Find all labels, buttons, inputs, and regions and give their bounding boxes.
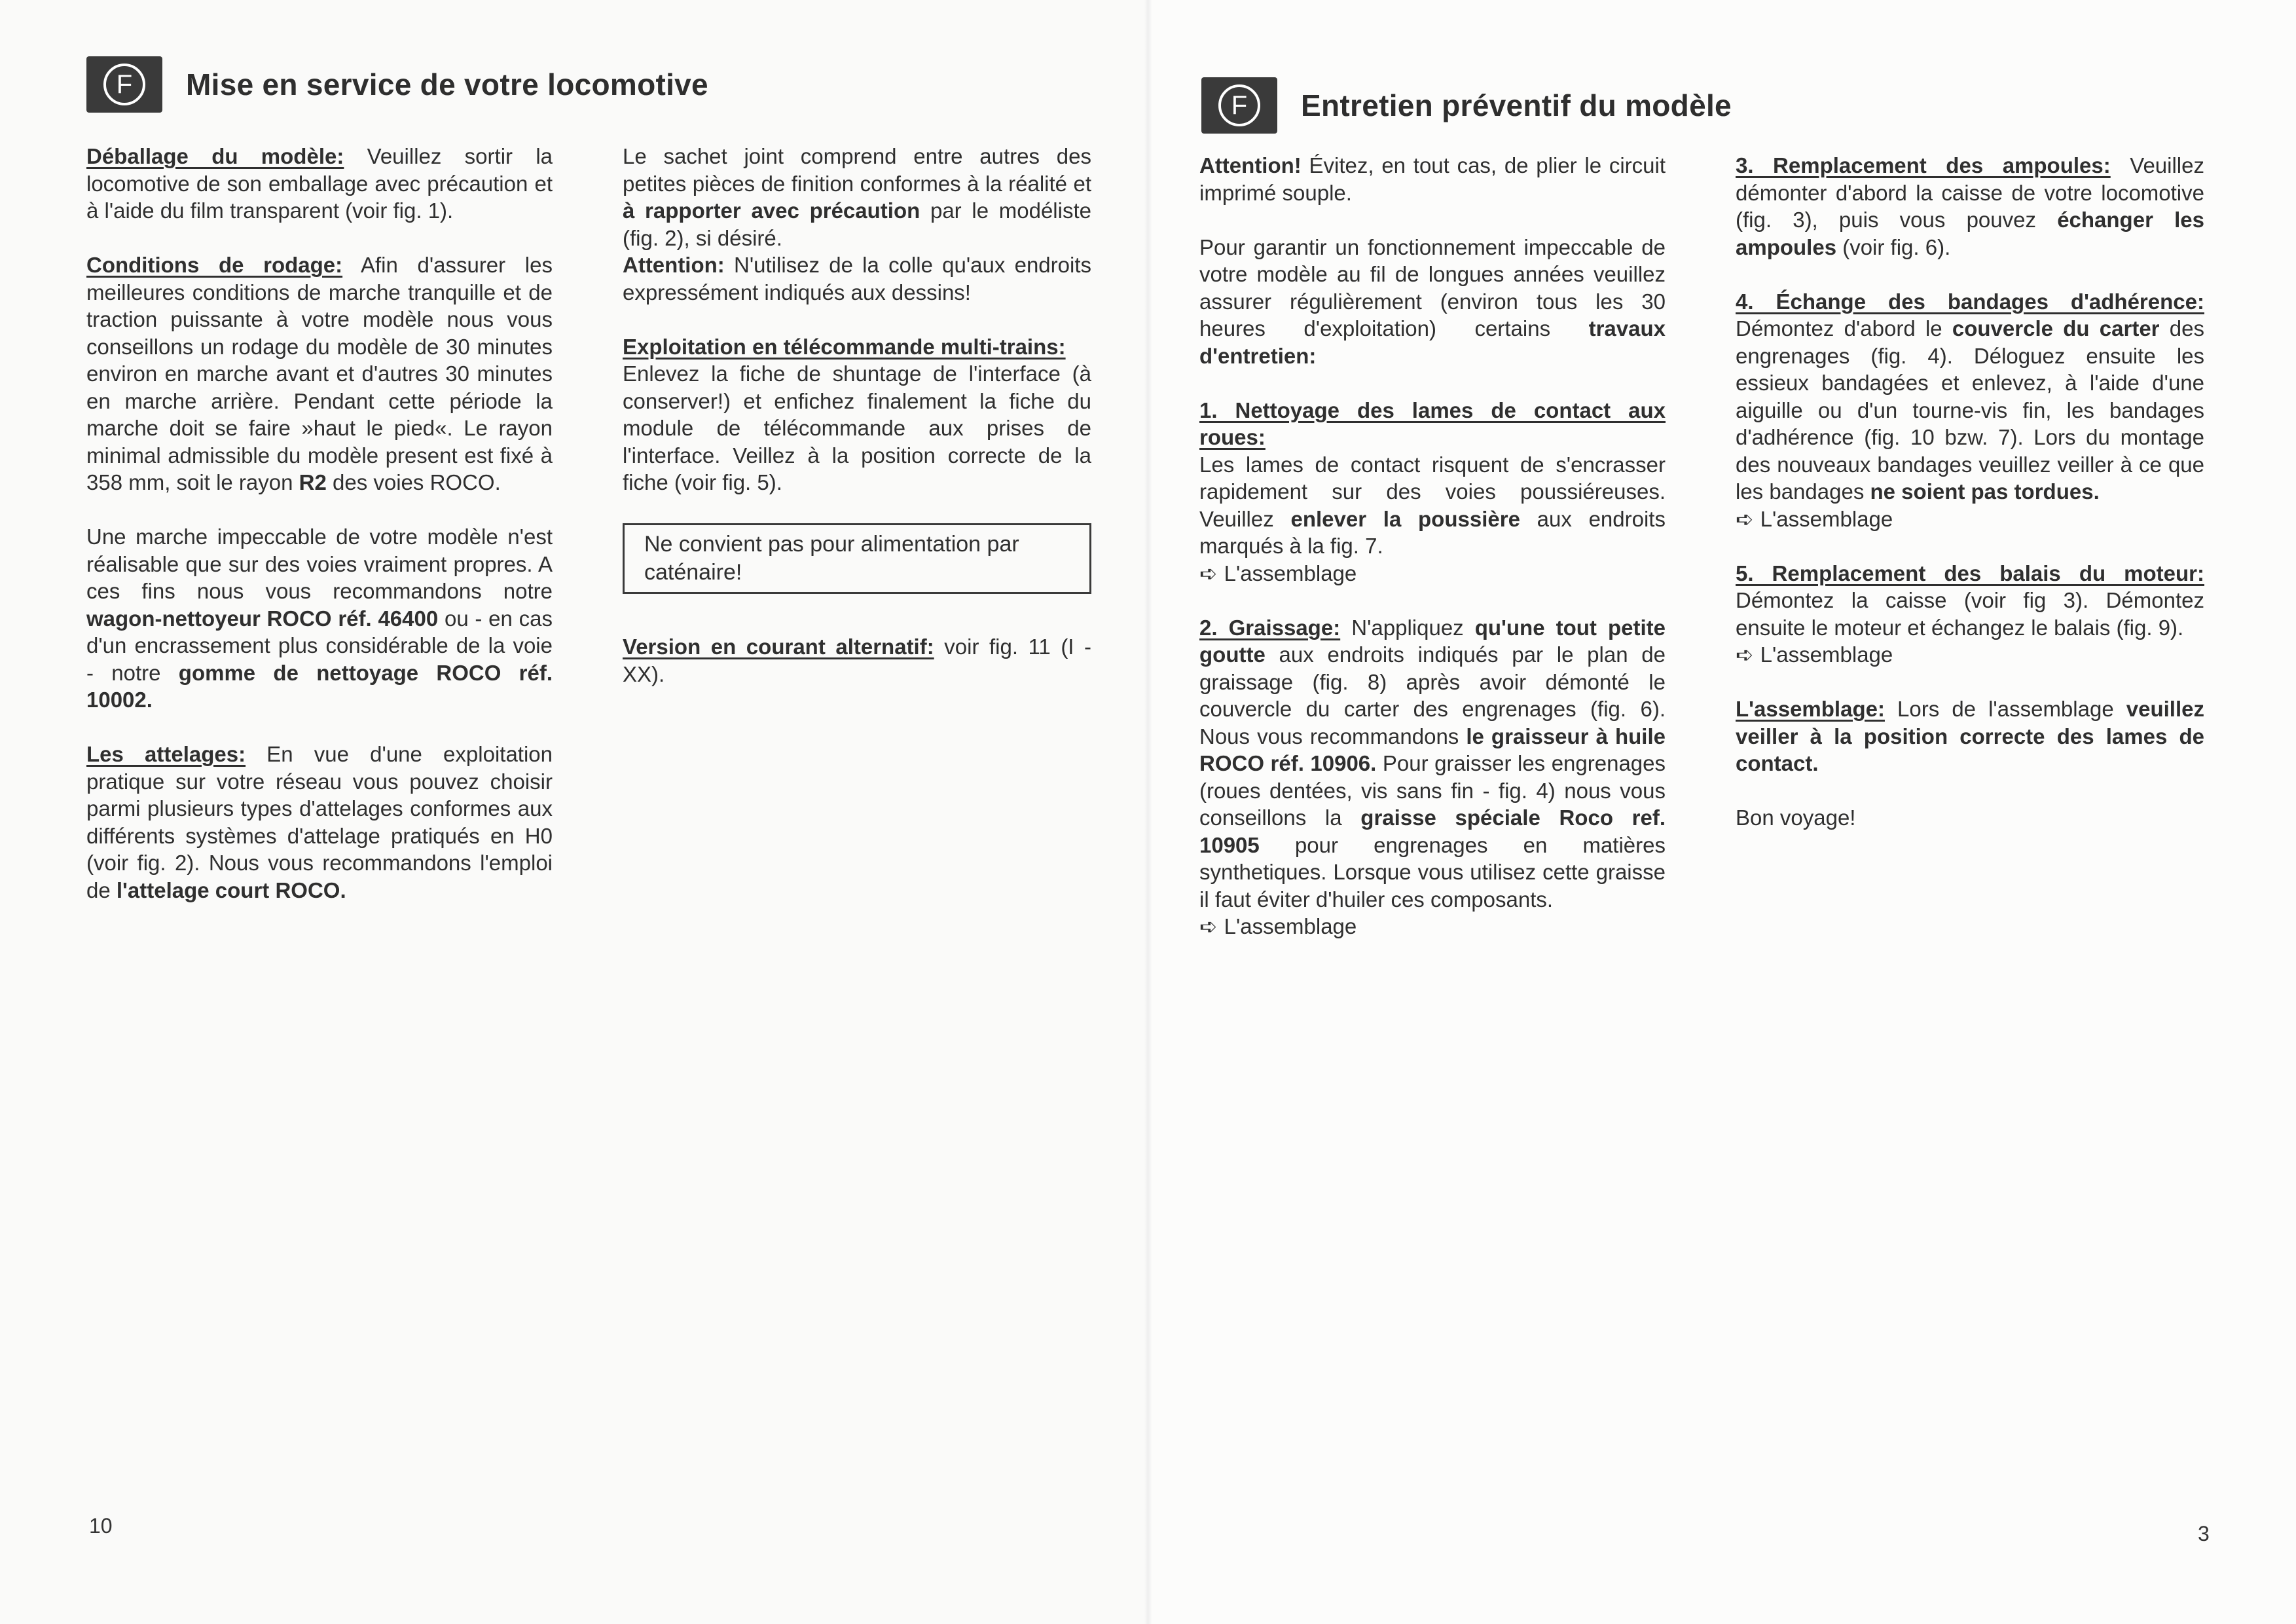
right-page-number: 3 (2198, 1522, 2210, 1545)
paragraph-nettoyage-lames: 1. Nettoyage des lames de contact aux roues: Les lames de contact risquent de s'encrasser rapidement sur des voies poussiéreuses. Veuillez enlever la poussière aux endroits marqués à la fig. 7. ➪ L'assemblage (1199, 397, 1666, 587)
language-badge-letter: F (103, 64, 145, 105)
arrow-icon: ➪ (1736, 506, 1754, 531)
paragraph-assemblage: L'assemblage: Lors de l'assemblage veuillez veiller à la position correcte des lames de contact. (1736, 697, 2204, 775)
paragraph-bandages: 4. Échange des bandages d'adhérence: Démontez d'abord le couvercle du carter des engrenages (fig. 4). Déloguez ensuite les essieux bandagées et enlevez, à l'aide d'une aiguille ou d'un tourne-vis fin, les bandages d'adhérence (fig. 10 bzw. 7). Lors du montage des nouveaux bandages veuillez veiller à ce que les bandages ne soient pas tordues. ➪ L'assemblage (1736, 288, 2204, 533)
paragraph-deballage: Déballage du modèle: Veuillez sortir la locomotive de son emballage avec précaution et à l'aide du film transparent (voir fig. 1). (86, 144, 553, 223)
left-column-2 (623, 143, 1091, 715)
right-page-title: Entretien préventif du modèle (1301, 88, 1732, 122)
paragraph-entretien-intro: Pour garantir un fonctionnement impeccable de votre modèle au fil de longues années veuillez assurer régulièrement (environ tous les 30 heures d'exploitation) certains travaux d'entretien: (1199, 234, 1666, 368)
left-column-1 (86, 143, 553, 931)
arrow-icon: ➪ (1736, 642, 1754, 667)
paragraph-ampoules: 3. Remplacement des ampoules: Veuillez démonter d'abord la caisse de votre locomotive (fig. 3), puis vous pouvez échanger les ampoules (voir fig. 6). (1736, 153, 2204, 259)
right-header (1201, 77, 1732, 134)
paragraph-attention-colle: Attention: N'utilisez de la colle qu'aux endroits expressément indiqués aux dessins! (623, 253, 1091, 304)
arrow-icon: ➪ (1199, 914, 1218, 938)
language-badge-letter: F (1218, 84, 1260, 126)
paragraph-graissage: 2. Graissage: N'appliquez qu'une tout petite goutte aux endroits indiqués par le plan de graissage (fig. 8) après avoir démonté le couvercle du carter des engrenages (fig. 6). Nous vous recommandons le graisseur à huile ROCO réf. 10906. Pour graisser les engrenages (roues dentées, vis sans fin - fig. 4) nous vous conseillons la graisse spéciale Roco ref. 10905 pour engrenages en matières synthetiques. Lorsque vous utilisez cette graisse il faut éviter d'huiler ces composants. ➪ L'assemblage (1199, 614, 1666, 940)
left-page-title: Mise en service de votre locomotive (186, 67, 708, 101)
paragraph-bon-voyage: Bon voyage! (1736, 805, 1856, 830)
link-assemblage[interactable]: L'assemblage (1224, 914, 1357, 938)
paragraph-balais: 5. Remplacement des balais du moteur: Démontez la caisse (voir fig 3). Démontez ensuite le moteur et échangez le balais (fig. 9). ➪ L'assemblage (1736, 560, 2204, 669)
paragraph-sachet: Le sachet joint comprend entre autres des petites pièces de finition conformes à la réalité et à rapporter avec précaution par le modéliste (fig. 2), si désiré. (623, 144, 1091, 250)
left-page-number: 10 (89, 1514, 113, 1538)
paragraph-courant-alternatif: Version en courant alternatif: voir fig. 11 (I - XX). (623, 635, 1091, 686)
center-fold (1144, 0, 1152, 1624)
link-assemblage[interactable]: L'assemblage (1760, 506, 1893, 531)
link-assemblage[interactable]: L'assemblage (1224, 561, 1357, 585)
catenary-warning-box: Ne convient pas pour alimentation par caténaire! (623, 523, 1091, 594)
paragraph-rodage: Conditions de rodage: Afin d'assurer les meilleures conditions de marche tranquille et de traction puissante à votre modèle nous vous conseillons un rodage du modèle de 30 minutes environ en marche avant et d'autres 30 minutes en marche arrière. Pendant cette période la marche doit se faire »haut le pied«. Le rayon minimal admissible du modèle present est fixé à 358 mm, soit le rayon R2 des voies ROCO. (86, 253, 553, 494)
paragraph-attelages: Les attelages: En vue d'une exploitation pratique sur votre réseau vous pouvez choisir parmi plusieurs types d'attelages conformes aux différents systèmes d'attelage pratiqués en H0 (voir fig. 2). Nous vous recommandons l'emploi de l'attelage court ROCO. (86, 742, 553, 902)
right-column-1 (1199, 152, 1666, 967)
link-assemblage[interactable]: L'assemblage (1760, 642, 1893, 667)
paragraph-attention-circuit: Attention! Évitez, en tout cas, de plier le circuit imprimé souple. (1199, 153, 1666, 205)
left-header (86, 56, 708, 113)
right-column-2 (1736, 152, 2204, 858)
language-badge (1201, 77, 1277, 134)
paragraph-nettoyage-voie: Une marche impeccable de votre modèle n'est réalisable que sur des voies vraiment propres. A ces fins nous vous recommandons notre wagon-nettoyeur ROCO réf. 46400 ou - en cas d'un encrassement plus considérable de la voie - notre gomme de nettoyage ROCO réf. 10002. (86, 525, 553, 712)
paragraph-telecommande: Exploitation en télécommande multi-trains: Enlevez la fiche de shuntage de l'interface (à conserver!) et enfichez finalement la fiche du module de télécommande aux prises de l'interface. Veillez à la position correcte de la fiche (voir fig. 5). (623, 334, 1091, 494)
arrow-icon: ➪ (1199, 561, 1218, 585)
language-badge (86, 56, 162, 113)
